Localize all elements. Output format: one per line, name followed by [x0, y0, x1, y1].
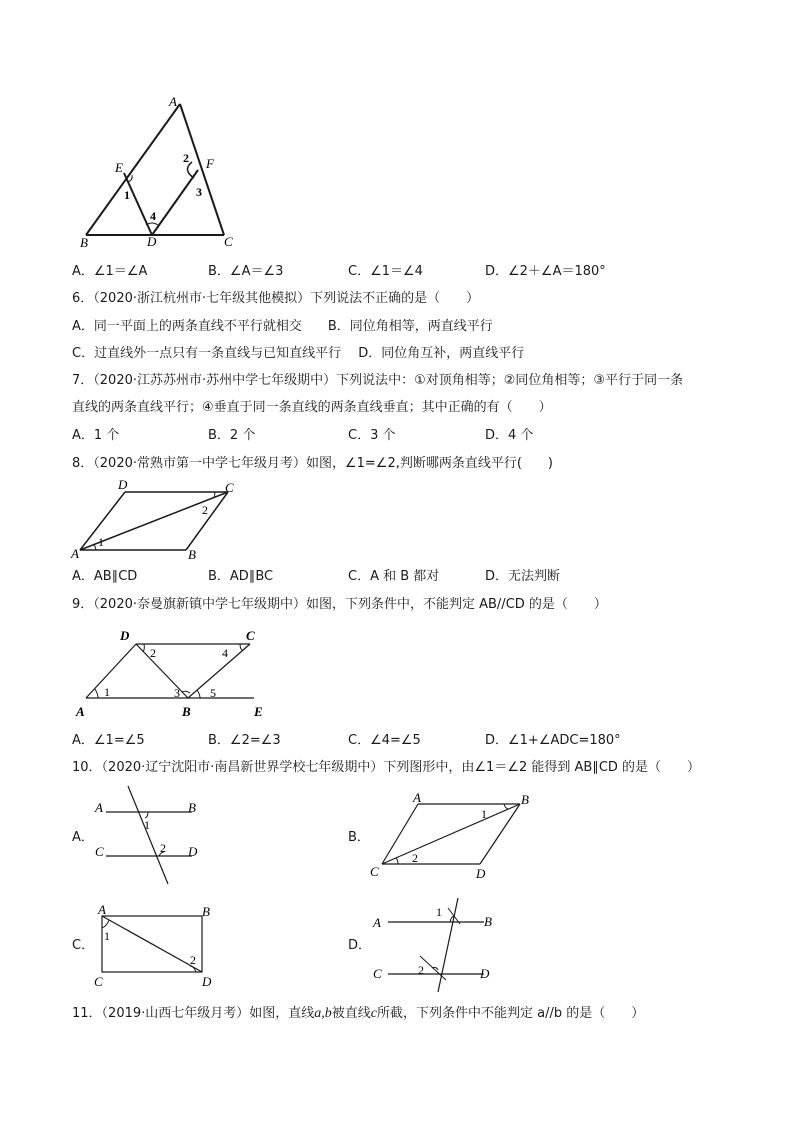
q5-angle-4: 4 — [150, 209, 156, 223]
q10c-label-B: B — [202, 904, 210, 919]
q5-option-a[interactable]: A．∠1＝∠A — [72, 264, 148, 279]
q10-figure-d — [370, 896, 500, 992]
q5-label-A: A — [169, 94, 177, 109]
q10b-label-D: D — [476, 866, 486, 881]
q5-label-F: F — [206, 156, 214, 171]
q10c-label-A: A — [98, 902, 106, 917]
q11-var-c: c — [370, 1006, 377, 1021]
q6-options-cd[interactable]: C．过直线外一点只有一条直线与已知直线平行 D．同位角互补，两直线平行 — [72, 346, 525, 361]
q9-label-B: B — [182, 704, 191, 719]
q10-figure-a — [92, 784, 212, 886]
q10-option-a[interactable]: A． — [72, 830, 94, 845]
q6-options-ab[interactable]: A．同一平面上的两条直线不平行就相交 B．同位角相等，两直线平行 — [72, 319, 493, 334]
q9-option-a[interactable]: A．∠1=∠5 — [72, 733, 145, 748]
q10a-angle-1: 1 — [144, 818, 150, 832]
q10d-angle-2: 2 — [418, 963, 424, 977]
q9-angle-1: 1 — [104, 685, 110, 699]
q5-angle-1: 1 — [124, 188, 130, 202]
q8-option-d[interactable]: D．无法判断 — [485, 569, 561, 584]
q9-label-E: E — [254, 704, 263, 719]
q5-triangle-figure — [70, 92, 250, 254]
q9-angle-3: 3 — [174, 686, 180, 700]
q5-option-b[interactable]: B．∠A＝∠3 — [208, 264, 284, 279]
q9-label-C: C — [246, 628, 255, 643]
q7-option-d[interactable]: D．4 个 — [485, 428, 534, 443]
q10-figure-c — [90, 902, 220, 990]
q8-label-B: B — [188, 547, 196, 562]
q10a-label-B: B — [188, 800, 196, 815]
q5-label-D: D — [147, 234, 157, 249]
q11-stem — [72, 1005, 644, 1023]
q10-stem: 10．（2020·辽宁沈阳市·南昌新世界学校七年级期中）下列图形中，由∠1＝∠2 能得到 AB∥CD 的是（ ） — [72, 760, 701, 775]
q8-angle-1: 1 — [98, 535, 104, 549]
q9-angle-4: 4 — [222, 646, 228, 660]
q5-label-B: B — [80, 235, 88, 250]
q8-label-D: D — [118, 477, 128, 492]
q9-option-d[interactable]: D．∠1+∠ADC=180° — [485, 733, 621, 748]
q10c-label-D: D — [202, 974, 212, 989]
q10a-label-D: D — [188, 844, 198, 859]
q10c-angle-2: 2 — [190, 953, 196, 967]
q9-trapezoid-figure — [70, 624, 280, 719]
q10-option-c[interactable]: C． — [72, 938, 95, 953]
q10b-label-C: C — [370, 864, 379, 879]
q10d-label-D: D — [480, 966, 490, 981]
q7-option-c[interactable]: C．3 个 — [348, 428, 396, 443]
q10a-label-A: A — [95, 800, 103, 815]
q10b-label-A: A — [413, 790, 421, 805]
q7-stem-line1: 7．（2020·江苏苏州市·苏州中学七年级期中）下列说法中：①对顶角相等；②同位角相等；③平行于同一条 — [72, 373, 684, 388]
q10a-label-C: C — [95, 844, 104, 859]
q5-option-c[interactable]: C．∠1＝∠4 — [348, 264, 423, 279]
q5-label-C: C — [224, 234, 233, 249]
q8-option-b[interactable]: B．AD∥BC — [208, 569, 274, 584]
q7-option-b[interactable]: B．2 个 — [208, 428, 256, 443]
q11-stem-suffix: 所截，下列条件中不能判定 a//b 的是（ ） — [377, 1006, 645, 1021]
q8-stem: 8．（2020·常熟市第一中学七年级月考）如图，∠1=∠2,判断哪两条直线平行( ) — [72, 456, 554, 471]
q8-angle-2: 2 — [202, 503, 208, 517]
q8-label-C: C — [225, 480, 234, 495]
q10-option-d[interactable]: D． — [348, 938, 372, 953]
q10b-angle-1: 1 — [481, 807, 487, 821]
q10d-label-A: A — [373, 915, 381, 930]
q10-option-b[interactable]: B． — [348, 830, 370, 845]
q10a-angle-2: 2 — [160, 841, 166, 855]
q8-option-c[interactable]: C．A 和 B 都对 — [348, 569, 440, 584]
q10d-angle-1: 1 — [436, 905, 442, 919]
q10-figure-b — [368, 790, 538, 882]
q9-label-A: A — [76, 704, 85, 719]
q10b-angle-2: 2 — [412, 851, 418, 865]
q11-var-ab: a,b — [314, 1006, 332, 1021]
q10b-label-B: B — [521, 792, 529, 807]
q11-stem-prefix: 11．（2019·山西七年级月考）如图，直线 — [72, 1006, 315, 1021]
q11-stem-mid: 被直线 — [331, 1006, 371, 1021]
q8-option-a[interactable]: A．AB∥CD — [72, 569, 138, 584]
q5-label-E: E — [115, 160, 123, 175]
q9-option-c[interactable]: C．∠4=∠5 — [348, 733, 421, 748]
q5-angle-3: 3 — [196, 185, 202, 199]
q10c-angle-1: 1 — [104, 929, 110, 943]
q9-stem: 9．（2020·奈曼旗新镇中学七年级期中）如图，下列条件中，不能判定 AB//CD 的是（ ） — [72, 597, 607, 612]
q5-angle-2: 2 — [183, 151, 189, 165]
q7-stem-line2: 直线的两条直线平行；④垂直于同一条直线的两条直线垂直；其中正确的有（ ） — [72, 400, 552, 415]
q10d-label-C: C — [373, 966, 382, 981]
q7-option-a[interactable]: A．1 个 — [72, 428, 120, 443]
q8-label-A: A — [71, 546, 79, 561]
q6-stem: 6．（2020·浙江杭州市·七年级其他模拟）下列说法不正确的是（ ） — [72, 291, 480, 306]
q9-angle-5: 5 — [210, 686, 216, 700]
q8-parallelogram-figure — [68, 476, 248, 566]
q10d-label-B: B — [484, 914, 492, 929]
q10c-label-C: C — [94, 974, 103, 989]
q9-angle-2: 2 — [150, 646, 156, 660]
q5-option-d[interactable]: D．∠2＋∠A＝180° — [485, 264, 606, 279]
q9-label-D: D — [120, 628, 130, 643]
q9-option-b[interactable]: B．∠2=∠3 — [208, 733, 281, 748]
